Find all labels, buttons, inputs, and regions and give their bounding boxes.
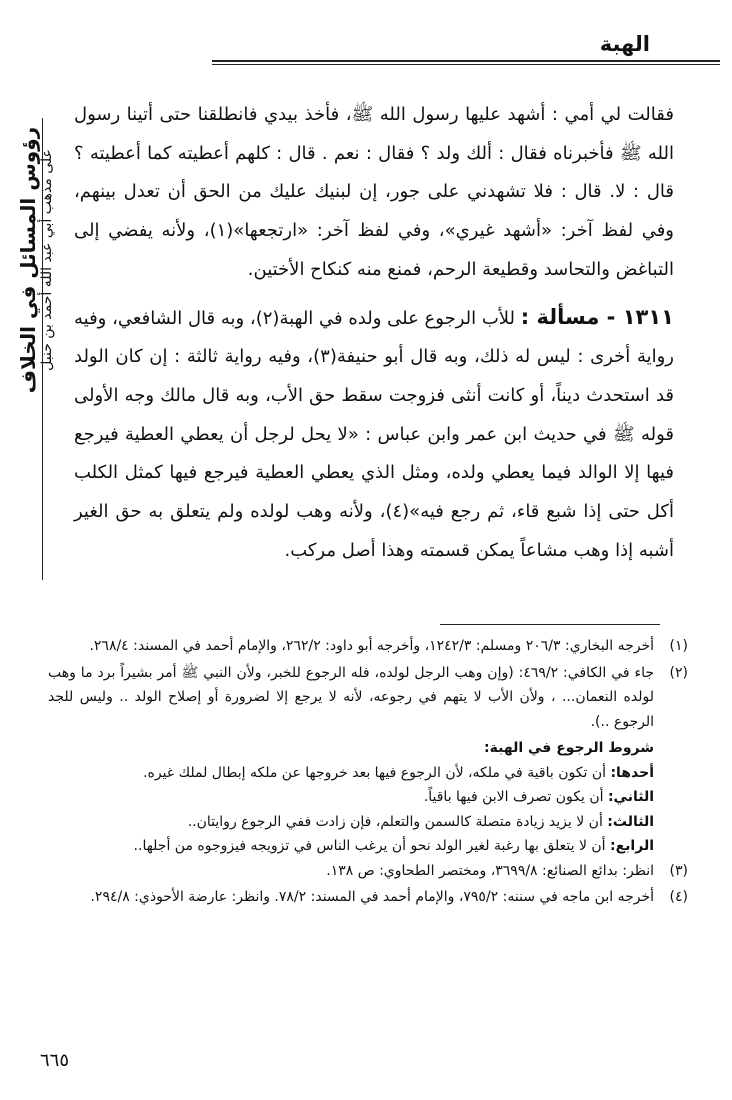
footnote-rule bbox=[440, 624, 660, 625]
condition-text: أن لا يزيد زيادة متصلة كالسمن والتعلم، فإن زادت ففي الرجوع روايتان.. bbox=[187, 813, 603, 830]
footnotes bbox=[48, 634, 688, 912]
running-header-title: الهبة bbox=[599, 32, 650, 56]
condition-label: أحدها: bbox=[610, 764, 654, 781]
main-text bbox=[74, 96, 674, 570]
page-number: ٦٦٥ bbox=[40, 1050, 70, 1071]
footnote-text: جاء في الكافي: ٤٦٩/٢: (وإن وهب الرجل لولده، فله الرجوع للخبر، ولأن النبي ﷺ أمر بشيراً برد ما وهب لولده النعمان... ، ولأن الأب لا يتهم في رجوعه، لأنه لا يرجع إلا لضرورة أو إصلاح الولد .. وليس للجد الرجوع ..). bbox=[48, 664, 654, 730]
footnote-1 bbox=[48, 634, 688, 659]
paragraph-2-text: للأب الرجوع على ولده في الهبة(٢)، وبه قال الشافعي، وفيه رواية أخرى : ليس له ذلك، وبه قال أبو حنيفة(٣)، وفيه رواية ثالثة : إن كان الولد قد استحدث ديناً، أو كانت أنثى فزوجت سقط حق الأب، وبه قال مالك وجه الأولى قوله ﷺ في حديث ابن عمر وابن عباس : «لا يحل لرجل أن يعطي العطية فيرجع فيها إلا الوالد فيما يعطي ولده، ومثل الذي يعطي العطية فيرجع فيها كمثل الكلب أكل حتى إذا شبع قاء، ثم رجع فيه»(٤)، ولأنه وهب لولده ولم يتعلق به حق الغير أشبه إذا وهب مشاعاً يمكن قسمته وهذا أصل مركب. bbox=[74, 307, 675, 561]
footnote-number: (٢) bbox=[669, 664, 688, 681]
condition-text: أن لا يتعلق بها رغبة لغير الولد نحو أن يرغب الناس في تزويجه فيزوجوه من أجلها.. bbox=[133, 838, 606, 854]
condition-label: الرابع: bbox=[610, 838, 654, 854]
conditions-heading: شروط الرجوع في الهبة: bbox=[484, 740, 654, 756]
footnote-text: انظر: بدائع الصنائع: ٣٦٩٩/٨، ومختصر الطحاوي: ص ١٣٨. bbox=[326, 862, 654, 879]
header-rule bbox=[212, 60, 720, 65]
side-book-title-sub: على مذهب أبي عبد الله أحمد بن حنبل bbox=[39, 149, 55, 371]
side-rule bbox=[42, 118, 43, 580]
footnote-4 bbox=[48, 885, 688, 910]
side-book-title bbox=[18, 0, 58, 560]
condition-text: أن تكون باقية في ملكه، لأن الرجوع فيها بعد خروجها عن ملكه إبطال لملك غيره. bbox=[143, 764, 606, 781]
condition-item bbox=[48, 785, 688, 810]
paragraph-2 bbox=[74, 298, 674, 571]
condition-item bbox=[48, 810, 688, 835]
paragraph-1: فقالت لي أمي : أشهد عليها رسول الله ﷺ، فأخذ بيدي فانطلقنا حتى أتينا رسول الله ﷺ فأخبرناه فقال : ألك ولد ؟ فقال : نعم . قال : كلهم أعطيته كما أعطيته ؟ قال : لا. قال : فلا تشهدني على جور، إن لبنيك عليك من الحق أن تعدل بينهم، وفي لفظ آخر: «أشهد غيري»، وفي لفظ آخر: «ارتجعها»(١)، ولأنه يفضي إلى التباغض والتحاسد وقطيعة الرحم، فمنع منه كنكاح الأختين. bbox=[74, 104, 674, 280]
footnote-number: (٤) bbox=[669, 889, 688, 905]
footnote-number: (١) bbox=[669, 638, 688, 654]
footnote-2 bbox=[48, 661, 688, 735]
condition-item bbox=[48, 834, 688, 859]
condition-item bbox=[48, 761, 688, 786]
condition-label: الثالث: bbox=[607, 813, 654, 830]
side-book-title-main: رؤوس المسائل في الخلاف bbox=[16, 126, 40, 394]
issue-label: ١٣١١ - مسألة : bbox=[520, 304, 674, 329]
footnote-text: أخرجه ابن ماجه في سننه: ٧٩٥/٢، والإمام أحمد في المسند: ٧٨/٢. وانظر: عارضة الأحوذي: ٢٩٤/٨. bbox=[90, 889, 654, 905]
footnote-3 bbox=[48, 859, 688, 884]
condition-text: أن يكون تصرف الابن فيها باقياً. bbox=[423, 789, 604, 805]
footnote-number: (٣) bbox=[669, 862, 688, 879]
condition-label: الثاني: bbox=[607, 789, 654, 805]
footnote-text: أخرجه البخاري: ٢٠٦/٣ ومسلم: ١٢٤٢/٣، وأخرجه أبو داود: ٢٦٢/٢، والإمام أحمد في المسند: ٢٦٨/٤. bbox=[89, 638, 654, 654]
